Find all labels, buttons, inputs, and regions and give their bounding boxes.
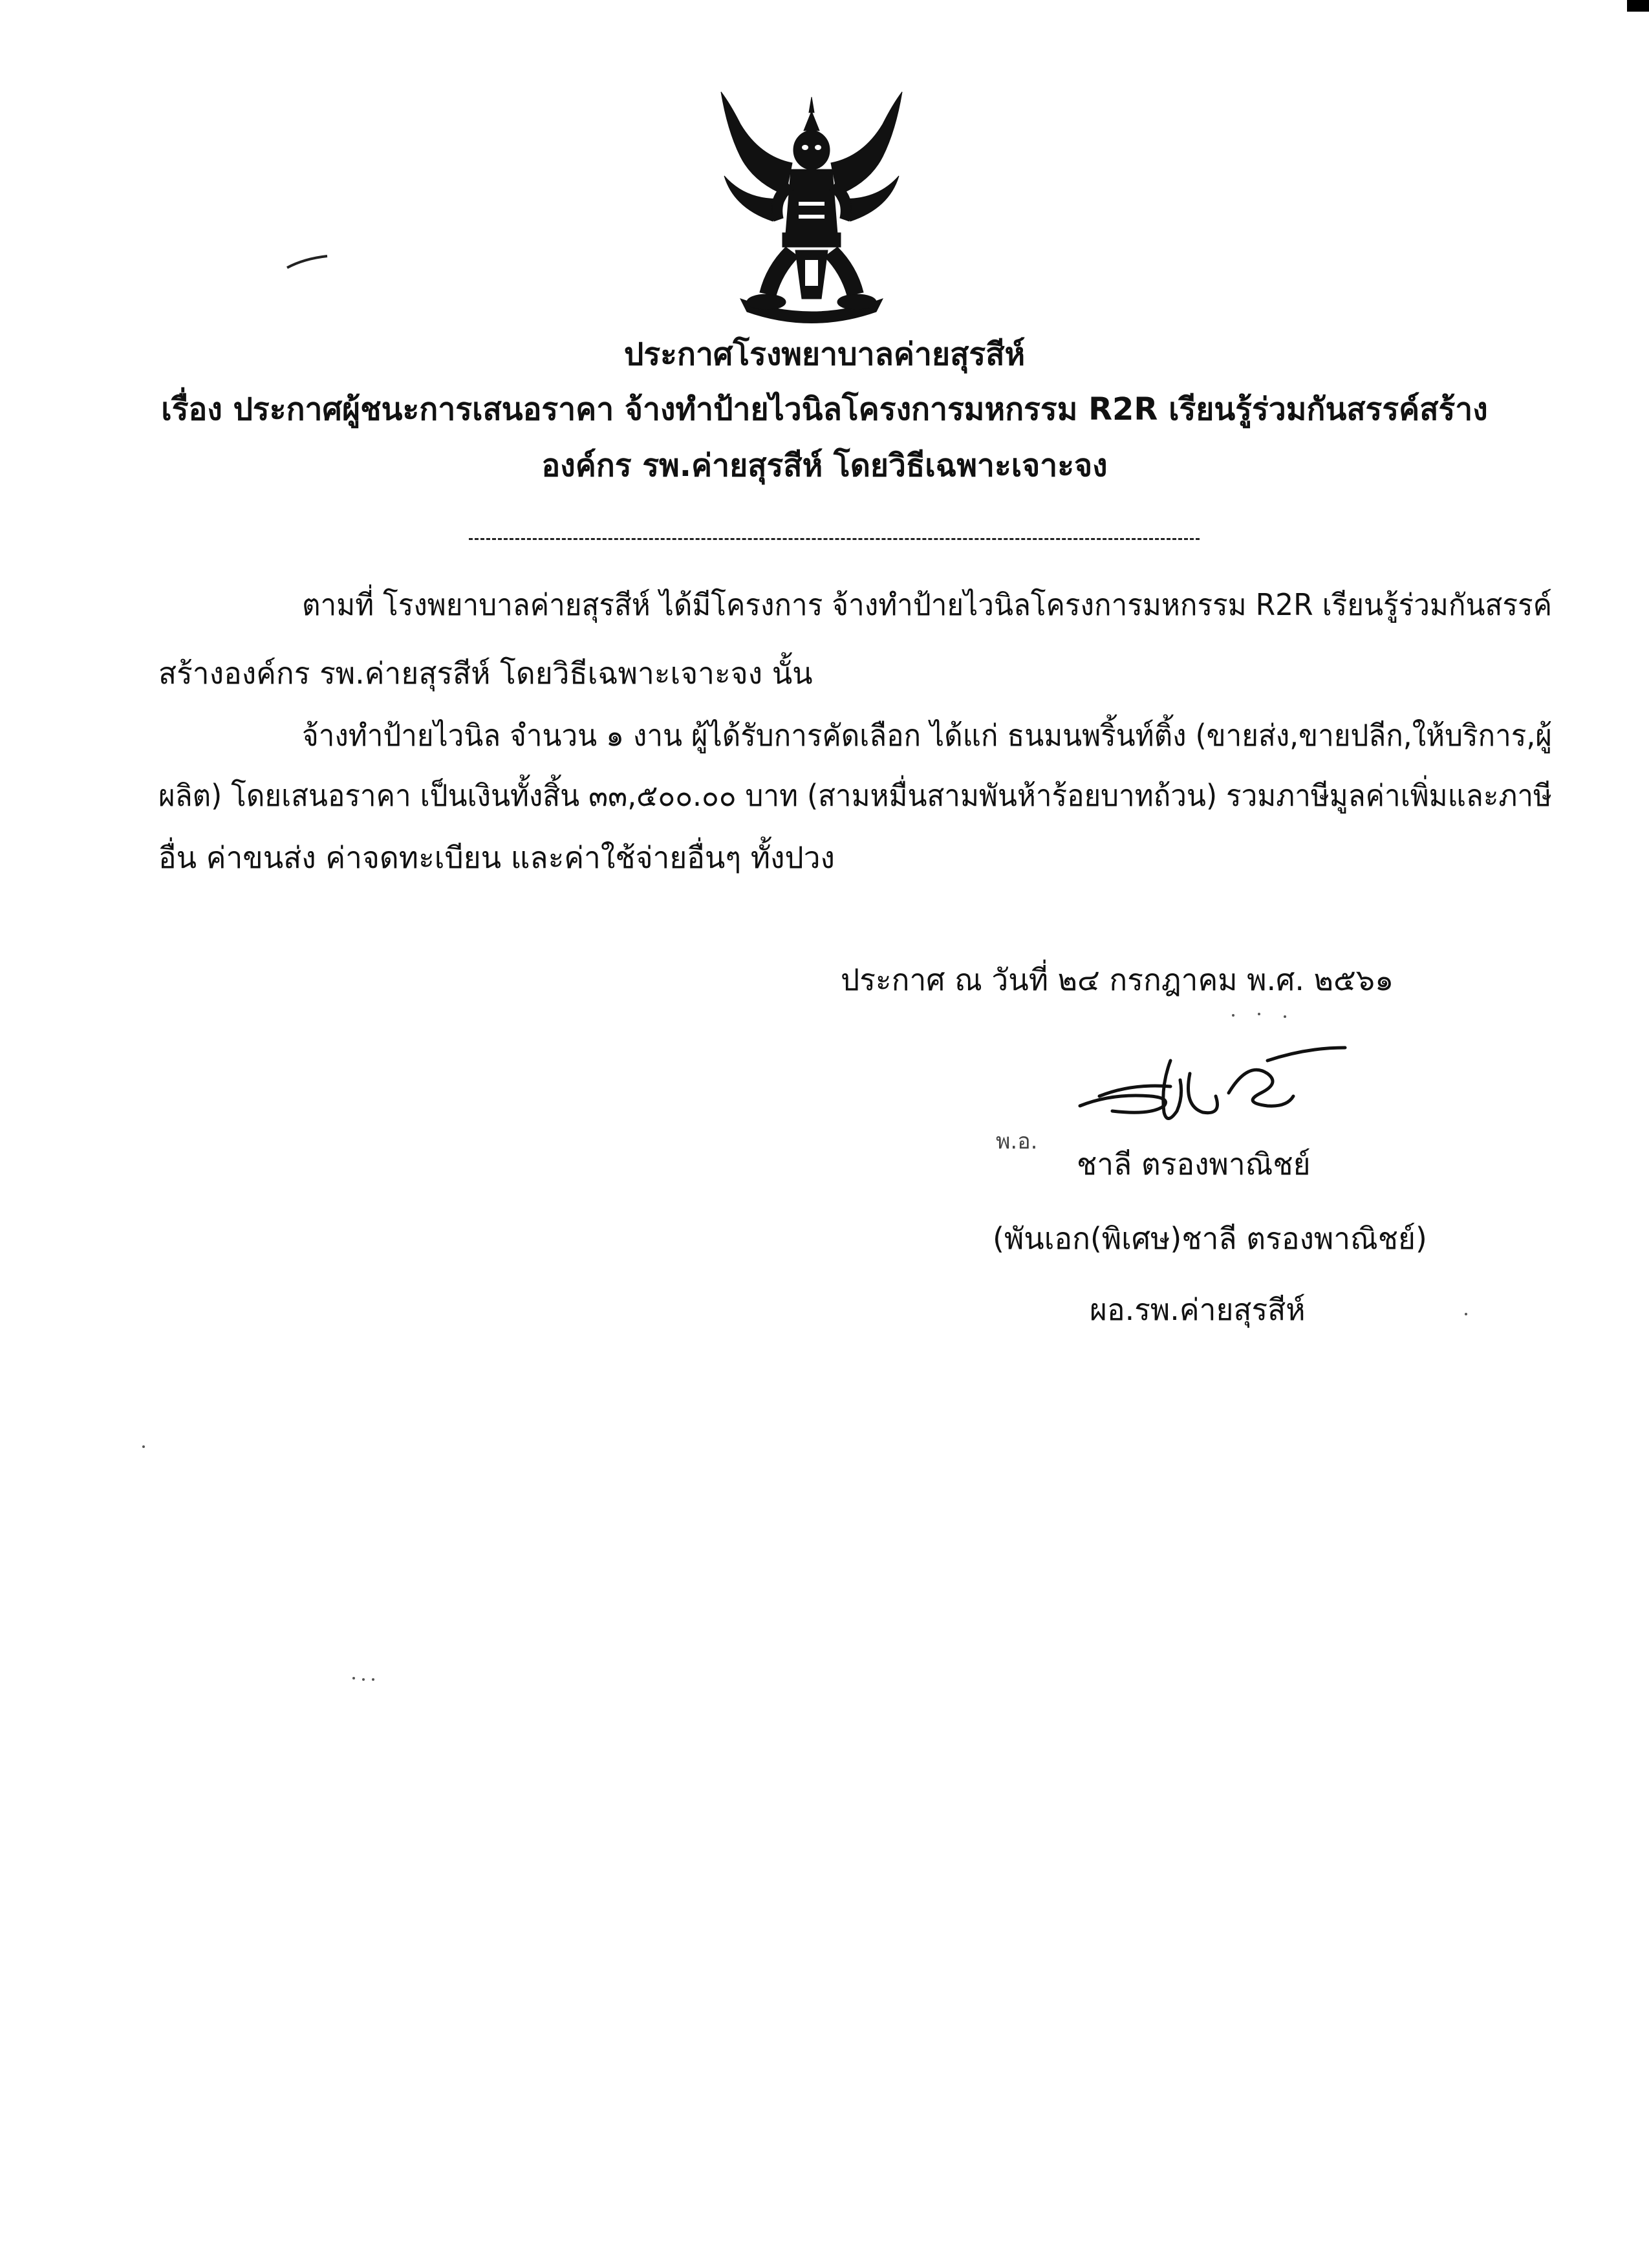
scan-speck [142, 1445, 145, 1448]
paragraph-2-line-1: จ้างทำป้ายไวนิล จำนวน ๑ งาน ผู้ได้รับการคัดเลือก ได้แก่ ธนมนพริ้นท์ติ้ง (ขายส่ง,ขายปลีก,ให้บริการ,ผู้ [302, 718, 1552, 753]
stray-pen-mark [285, 252, 330, 272]
scan-speck [1284, 1015, 1286, 1018]
scan-speck [352, 1677, 355, 1679]
separator-rule [469, 538, 1200, 540]
scan-corner-mark [1627, 0, 1649, 12]
scan-speck [1258, 1013, 1260, 1015]
garuda-emblem [715, 85, 909, 334]
paragraph-1-line-2: สร้างองค์กร รพ.ค่ายสุรสีห์ โดยวิธีเฉพาะเจาะจง นั้น [158, 656, 813, 691]
signatory-position: ผอ.รพ.ค่ายสุรสีห์ [1090, 1292, 1306, 1327]
handwritten-signature [1073, 1035, 1352, 1132]
paragraph-1-line-1: ตามที่ โรงพยาบาลค่ายสุรสีห์ ได้มีโครงการ จ้างทำป้ายไวนิลโครงการมหกรรม R2R เรียนรู้ร่วมกันสรรค์ [302, 587, 1552, 622]
scan-speck [1465, 1313, 1467, 1315]
subject-line-1: เรื่อง ประกาศผู้ชนะการเสนอราคา จ้างทำป้ายไวนิลโครงการมหกรรม R2R เรียนรู้ร่วมกันสรรค์สร้าง [161, 391, 1488, 427]
signatory-full-name: (พันเอก(พิเศษ)ชาลี ตรองพาณิชย์) [993, 1221, 1427, 1256]
scan-speck [1232, 1014, 1234, 1017]
signature-initials: พ.อ. [996, 1129, 1038, 1154]
paragraph-2-line-3: อื่น ค่าขนส่ง ค่าจดทะเบียน และค่าใช้จ่ายอื่นๆ ทั้งปวง [158, 840, 835, 875]
scan-speck [372, 1678, 374, 1681]
announcement-date: ประกาศ ณ วันที่ ๒๔ กรกฎาคม พ.ศ. ๒๕๖๑ [841, 962, 1394, 997]
subject-line-2: องค์กร รพ.ค่ายสุรสีห์ โดยวิธีเฉพาะเจาะจง [541, 448, 1108, 484]
signatory-name: ชาลี ตรองพาณิชย์ [1077, 1147, 1311, 1182]
scan-speck [362, 1678, 365, 1681]
paragraph-2-line-2: ผลิต) โดยเสนอราคา เป็นเงินทั้งสิ้น ๓๓,๕๐๐.๐๐ บาท (สามหมื่นสามพันห้าร้อยบาทถ้วน) รวมภาษีมูลค่าเพิ่มและภาษี [158, 778, 1552, 813]
announcement-title: ประกาศโรงพยาบาลค่ายสุรสีห์ [623, 336, 1026, 373]
